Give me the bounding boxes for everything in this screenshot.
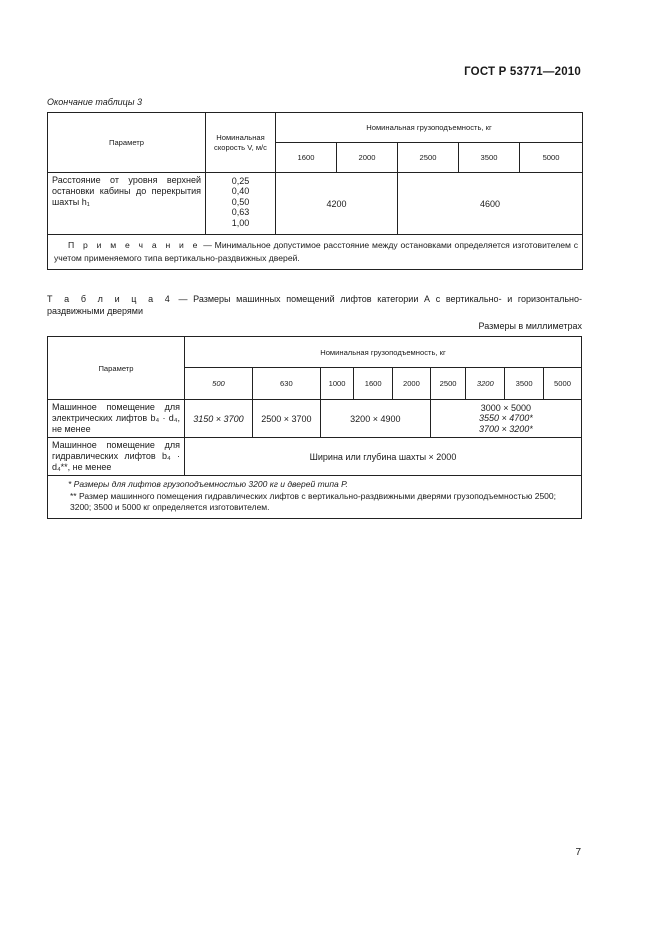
table4-header-load: Номинальная грузоподъемность, кг	[184, 337, 581, 368]
speed-value: 0,63	[231, 207, 250, 218]
table4-units: Размеры в миллиметрах	[478, 321, 582, 331]
table4-row1-500: 3150 × 3700	[184, 400, 252, 438]
table4-load-1600: 1600	[354, 368, 393, 400]
table4-title-text: — Размеры машинных помещений лифтов категории А с вертикально- и горизонтально-раздвижными дверями	[47, 294, 582, 316]
table3-header-load: Номинальная грузоподъемность, кг	[276, 113, 583, 143]
value-line: 3700 × 3200*	[479, 423, 533, 434]
value-line: 3550 × 4700*	[479, 413, 533, 424]
table3-speeds	[206, 173, 276, 235]
speed-value: 1,00	[231, 217, 250, 228]
page-number: 7	[575, 847, 581, 858]
table3-header-speed-text: Номинальная скорость V, м/с	[214, 132, 267, 152]
note-text: — Минимальное допустимое расстояние между остановками определяется изготовителем с учетом применяемого типа вертикально-раздвижных дверей.	[54, 240, 579, 263]
speed-value: 0,50	[231, 196, 250, 207]
document-id: ГОСТ Р 53771—2010	[464, 66, 581, 78]
table3-note	[48, 235, 583, 270]
table4-load-5000: 5000	[544, 368, 582, 400]
table4-row2-param: Машинное помещение для гидравлических лифтов b₄ · d₄**, не менее	[48, 438, 185, 476]
table4-row1-param: Машинное помещение для электрических лифтов b₄ · d₄, не менее	[48, 400, 185, 438]
table4-row1-1000-2000: 3200 × 4900	[320, 400, 430, 438]
value-line: 3000 × 5000	[480, 402, 532, 413]
speed-value: 0,25	[231, 176, 250, 186]
table3-load-2500: 2500	[398, 143, 459, 173]
table4-footnotes	[48, 476, 582, 519]
table3-caption: Окончание таблицы 3	[47, 97, 142, 107]
table4-row2-value: Ширина или глубина шахты × 2000	[184, 438, 581, 476]
speed-value: 0,40	[231, 186, 250, 197]
table4-load-1000: 1000	[320, 368, 353, 400]
table4-row1-2500-5000	[430, 400, 581, 438]
table4-load-500: 500	[184, 368, 252, 400]
table3-load-3500: 3500	[459, 143, 520, 173]
table3-header-param: Параметр	[48, 113, 206, 173]
table4-title	[47, 293, 582, 317]
table3-value-b: 4600	[398, 173, 583, 235]
table4-load-2500: 2500	[430, 368, 466, 400]
table3-value-a: 4200	[276, 173, 398, 235]
table4-row1-630: 2500 × 3700	[252, 400, 320, 438]
table3-load-1600: 1600	[276, 143, 337, 173]
footnote-1: * Размеры для лифтов грузоподъемностью 3200 кг и дверей типа Р.	[68, 479, 348, 489]
note-label: П р и м е ч а н и е	[68, 240, 201, 250]
table-4	[47, 336, 582, 519]
table4-load-2000: 2000	[393, 368, 431, 400]
table3-row-param: Расстояние от уровня верхней остановки кабины до перекрытия шахты h₁	[48, 173, 206, 235]
table3-load-2000: 2000	[337, 143, 398, 173]
table4-load-3500: 3500	[505, 368, 544, 400]
table3-header-speed	[206, 113, 276, 173]
table3-load-5000: 5000	[520, 143, 583, 173]
table4-title-label: Т а б л и ц а 4	[47, 294, 173, 304]
footnote-2: ** Размер машинного помещения гидравлических лифтов с вертикально-раздвижными дверями грузоподъемностью 2500; 3200; 3500 и 5000 кг определяется изготовителем.	[70, 490, 556, 512]
table4-load-3200: 3200	[466, 368, 505, 400]
table-3	[47, 112, 583, 270]
table4-header-param: Параметр	[48, 337, 185, 400]
table4-load-630: 630	[252, 368, 320, 400]
